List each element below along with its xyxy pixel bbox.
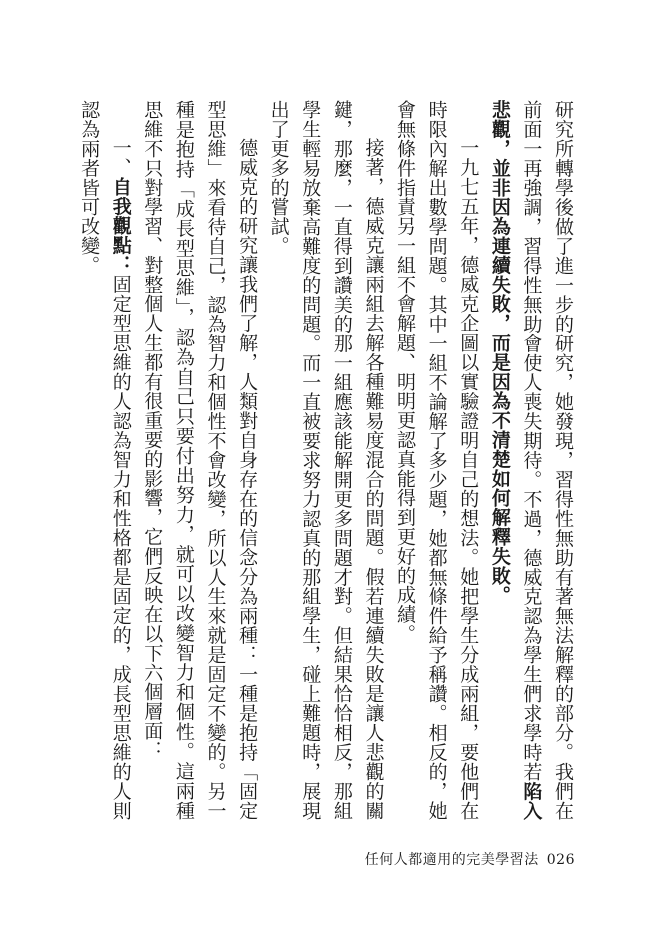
body-text (73, 100, 579, 820)
p1-bold-not-failure: 並非因為連續失敗 (488, 158, 511, 314)
p1-bold-period: 。 (488, 585, 511, 605)
page-footer (365, 849, 575, 869)
p5-bold-heading: 自我觀點： (109, 176, 132, 275)
p5-text: 固定型思維的人認為智力和性格都是固定的，成長型思維的人則認為兩者皆可改變。 (78, 100, 132, 821)
paragraph-4: 德威克的研究讓我們了解，人類對自身存在的信念分為兩種：一種是抱持「固定型思維」來看待自己，認為智力和個性不會改變，所以人生來就是固定不變的。另一種是抱持「成長型思維」，認為自己只要付出努力，就可以改變智力和個性。這兩種思維不只對學習、對整個人生都有很重要的影響，它們反映在以下六個層面： (141, 100, 259, 820)
paragraph-3: 接著，德威克讓兩組去解各種難易度混合的問題。假若連續失敗是讓人悲觀的關鍵，那麼，一直得到讚美的那一組應該能解開更多問題才對。但結果恰恰相反，那組學生輕易放棄高難度的問題。而一直被要求努力認真的那組學生，碰上難題時，展現出了更多的嘗試。 (267, 100, 385, 820)
p1-text: 研究所轉學後做了進一步的研究，她發現，習得性無助有著無法解釋的部分。我們在前面一再強調，習得性無助會使人喪失期待。不過，德威克認為學生們求學時若 (520, 100, 574, 820)
p1-bold-comma: ， (488, 138, 511, 159)
p1-bold-pessimism: 陷入悲觀 (488, 100, 543, 821)
paragraph-2: 一九七五年，德威克企圖以實驗證明自己的想法。她把學生分成兩組，要他們在時限內解出數學問題。其中一組不論解了多少題，她都無條件給予稱讚。相反的，她會無條件指責另一組不會解題、明明更認真能得到更好的成績。 (394, 100, 480, 820)
p1-bold-explain: 而是因為不清楚如何解釋失敗 (488, 332, 511, 586)
book-title: 任何人都適用的完美學習法 (364, 852, 539, 868)
paragraph-1 (483, 100, 578, 820)
p5-lead: 一、 (109, 138, 132, 177)
page-number: 026 (546, 852, 575, 868)
paragraph-5 (73, 100, 136, 820)
p1-bold-comma-2: ， (488, 313, 511, 333)
